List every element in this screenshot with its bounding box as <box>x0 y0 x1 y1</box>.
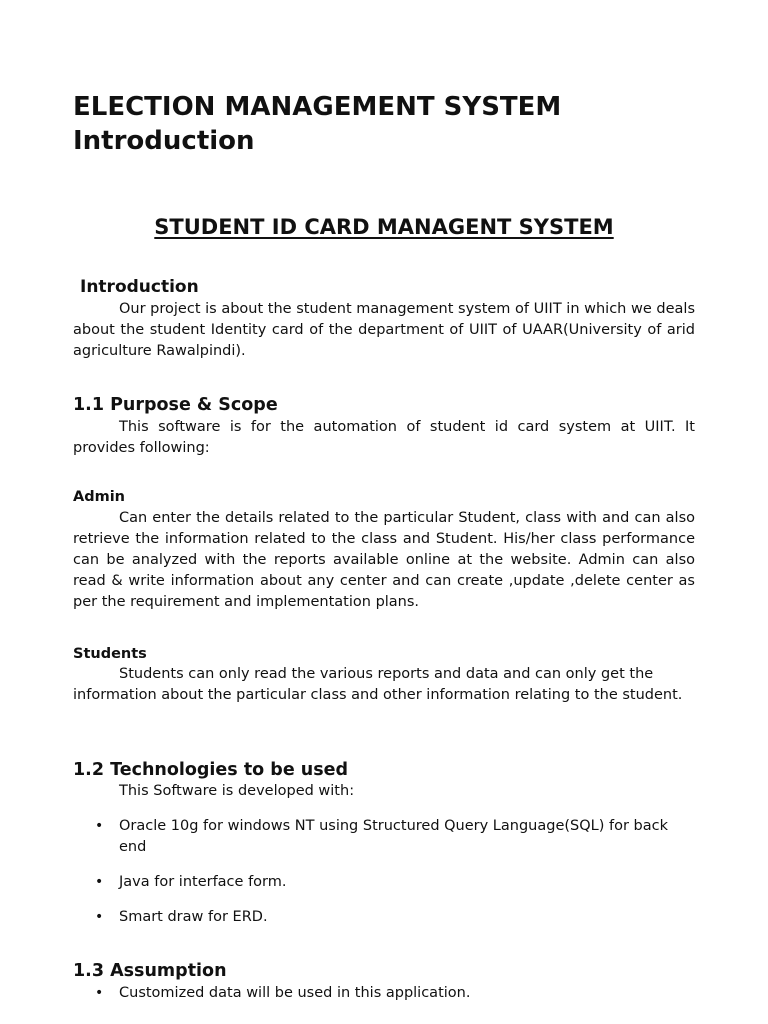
list-item-text: Java for interface form. <box>119 874 287 890</box>
document-title-line1: ELECTION MANAGEMENT SYSTEM <box>73 92 562 122</box>
technologies-heading: 1.2 Technologies to be used <box>73 760 349 780</box>
list-item-text: Smart draw for ERD. <box>119 909 268 925</box>
list-item-text: Oracle 10g for windows NT using Structured Query Language(SQL) for back end <box>119 818 668 855</box>
technologies-list <box>73 816 695 928</box>
bullet-icon: • <box>95 818 104 834</box>
intro-heading: Introduction <box>80 277 199 297</box>
center-title: STUDENT ID CARD MANAGENT SYSTEM <box>154 215 614 239</box>
list-item-text: Customized data will be used in this application. <box>119 985 471 1001</box>
list-item <box>73 907 695 928</box>
bullet-icon: • <box>95 985 104 1001</box>
students-heading: Students <box>73 646 147 662</box>
intro-paragraph: Our project is about the student management system of UIIT in which we deals about the student Identity card of the department of UIIT of UAAR(University of arid agriculture Rawalpindi). <box>73 301 695 359</box>
students-paragraph: Students can only read the various reports and data and can only get the information about the particular class and other information relating to the student. <box>73 666 683 703</box>
list-item <box>73 872 695 893</box>
purpose-paragraph: This software is for the automation of student id card system at UIIT. It provides following: <box>73 419 695 456</box>
bullet-icon: • <box>95 874 104 890</box>
technologies-paragraph: This Software is developed with: <box>119 783 355 799</box>
assumption-list <box>73 983 695 1004</box>
assumption-heading: 1.3 Assumption <box>73 961 227 981</box>
list-item <box>73 983 695 1004</box>
purpose-heading: 1.1 Purpose & Scope <box>73 395 278 415</box>
bullet-icon: • <box>95 909 104 925</box>
document-title-line2: Introduction <box>73 126 255 156</box>
list-item <box>73 816 695 858</box>
admin-heading: Admin <box>73 489 126 505</box>
document-title <box>73 90 561 158</box>
admin-paragraph: Can enter the details related to the particular Student, class with and can also retrieve the information related to the class and Student. His/her class performance can be analyzed with the reports available online at the website. Admin can also read & write information about any center and can create ,update ,delete center as per the requirement and implementation plans. <box>73 510 695 610</box>
